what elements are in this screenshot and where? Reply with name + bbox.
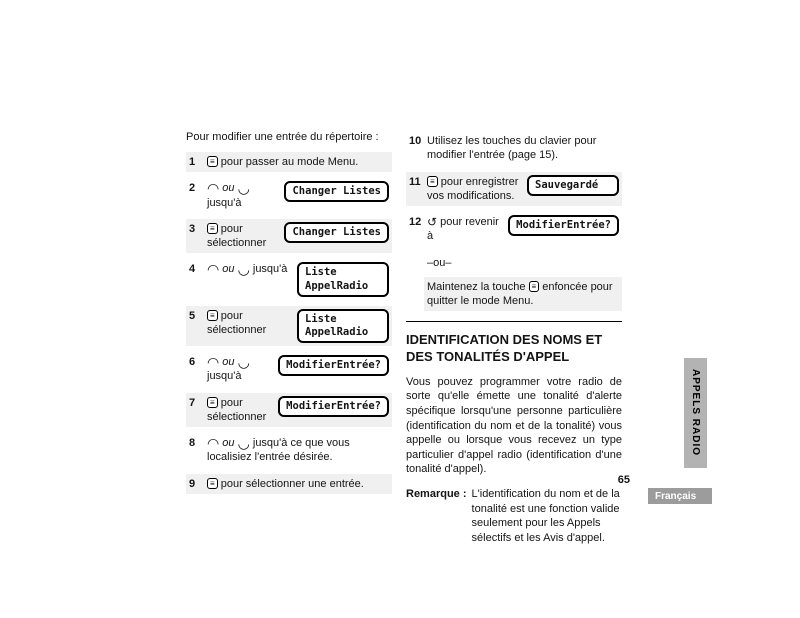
step-text: jusqu'à [207,370,242,383]
menu-key-icon: ≡ [207,397,218,408]
step-text: jusqu'à ce que vous localisiez l'entrée désirée. [207,437,350,464]
step-number: 3 [189,222,196,235]
step-text: Utilisez les touches du clavier pour modifier l'entrée (page 15). [427,135,597,162]
up-key-icon: ◠ [207,435,220,452]
step-content [207,477,389,491]
step-number: 8 [189,437,196,450]
step-row-6 [186,352,392,387]
step-number: 6 [189,355,196,368]
menu-key-icon: ≡ [207,310,218,321]
display-line-1: Liste [305,266,337,279]
step-12-alternative [424,277,622,312]
step-text: pour passer au mode Menu. [220,156,359,168]
step-number: 7 [189,396,196,409]
radio-display [508,215,619,236]
language-tab: Français [648,488,712,504]
step-number: 9 [189,477,196,490]
step-content [207,222,284,251]
section-body: Vous pouvez programmer votre radio de sorte qu'elle émette une tonalité d'alerte spécifique lorsqu'une personne particulière (identification du nom et de la tonalité) vous appelle ou lorsque vous recevez un type particulier d'appel radio (identification d'une tonalité d'appel). [406,375,622,476]
step-row-10 [406,131,622,166]
step-row-9 [186,474,392,494]
radio-display [278,396,389,417]
menu-key-icon: ≡ [207,478,218,489]
step-text: pour sélectionner [207,309,267,337]
step-content [207,309,297,338]
page-number: 65 [617,474,630,486]
left-column [186,131,392,494]
display-text: Changer Listes [292,225,381,238]
down-key-icon: ◡ [237,180,250,197]
right-column [406,131,622,546]
step-row-4 [186,259,392,299]
radio-display [297,262,389,296]
step-number: 2 [189,182,196,195]
radio-display [527,175,619,196]
section-heading: IDENTIFICATION DES NOMS ET DES TONALITÉS D'APPEL [406,332,603,364]
or-separator: –ou– [427,256,452,269]
step-number: 4 [189,263,196,276]
step-content [207,262,297,276]
step-number: 11 [409,175,421,188]
up-key-icon: ◠ [207,261,220,278]
ou-text: ou [222,263,235,276]
up-key-icon: ◠ [207,353,220,370]
step-text: pour sélectionner une entrée. [220,477,364,490]
down-key-icon: ◡ [237,261,250,278]
step-text: pour sélectionner [207,222,267,250]
step-number: 5 [189,309,196,322]
step-row-12 [406,212,622,247]
radio-display [284,181,389,202]
step-content [207,181,284,210]
hold-text-post: enfoncée pour quitter le mode Menu. [427,280,613,308]
display-text: ModifierEntrée? [516,219,611,232]
ou-text: ou [222,437,235,450]
step-row-11 [406,172,622,207]
step-text: jusqu'à [207,196,242,209]
menu-key-icon: ≡ [207,223,218,234]
step-content [427,134,619,163]
display-text: ModifierEntrée? [286,399,381,412]
side-tab-appels-radio: APPELS RADIO [684,358,707,468]
step-number: 10 [409,135,422,147]
section-divider [406,321,622,322]
down-key-icon: ◡ [237,353,250,370]
step-number: 1 [189,156,196,168]
step-content [207,436,389,465]
display-text: ModifierEntrée? [286,358,381,371]
step-row-8 [186,433,392,468]
up-key-icon: ◠ [207,180,220,197]
ou-text: ou [222,182,235,195]
intro-line: Pour modifier une entrée du répertoire : [186,131,379,143]
step-row-2 [186,178,392,213]
steps-table-left [186,152,392,494]
note-label: Remarque : [406,488,467,500]
step-content [427,215,508,244]
step-content [207,355,278,384]
step-content [207,155,389,169]
radio-display [284,222,389,243]
return-key-icon: ↺ [427,215,438,230]
step-content [427,175,527,204]
step-row-3 [186,219,392,254]
step-text: pour enregistrer vos modifications. [427,175,519,202]
step-text: pour revenir à [427,216,499,243]
step-row-1 [186,152,392,172]
display-text: Changer Listes [292,185,381,198]
radio-display [297,309,389,343]
hold-text-pre: Maintenez la touche [427,280,526,293]
down-key-icon: ◡ [237,435,250,452]
display-line-2: AppelRadio [305,325,369,338]
display-line-2: AppelRadio [305,279,369,292]
step-row-7 [186,393,392,428]
ou-text: ou [222,355,235,368]
menu-key-icon: ≡ [529,281,540,292]
step-text: jusqu'à [252,263,288,276]
step-content [207,396,278,425]
step-text: pour sélectionner [207,396,267,423]
menu-key-icon: ≡ [207,156,218,167]
steps-table-right [406,131,622,311]
note-text: L'identification du nom et de la tonalité est une fonction valide seulement pour les Appels sélectifs et les Avis d'appel. [471,488,620,544]
radio-display [278,355,389,376]
menu-key-icon: ≡ [427,176,438,187]
step-number: 12 [409,216,422,229]
note [406,487,622,546]
display-text: Sauvegardé [535,178,599,191]
step-row-5 [186,306,392,346]
display-line-1: Liste [305,312,337,325]
